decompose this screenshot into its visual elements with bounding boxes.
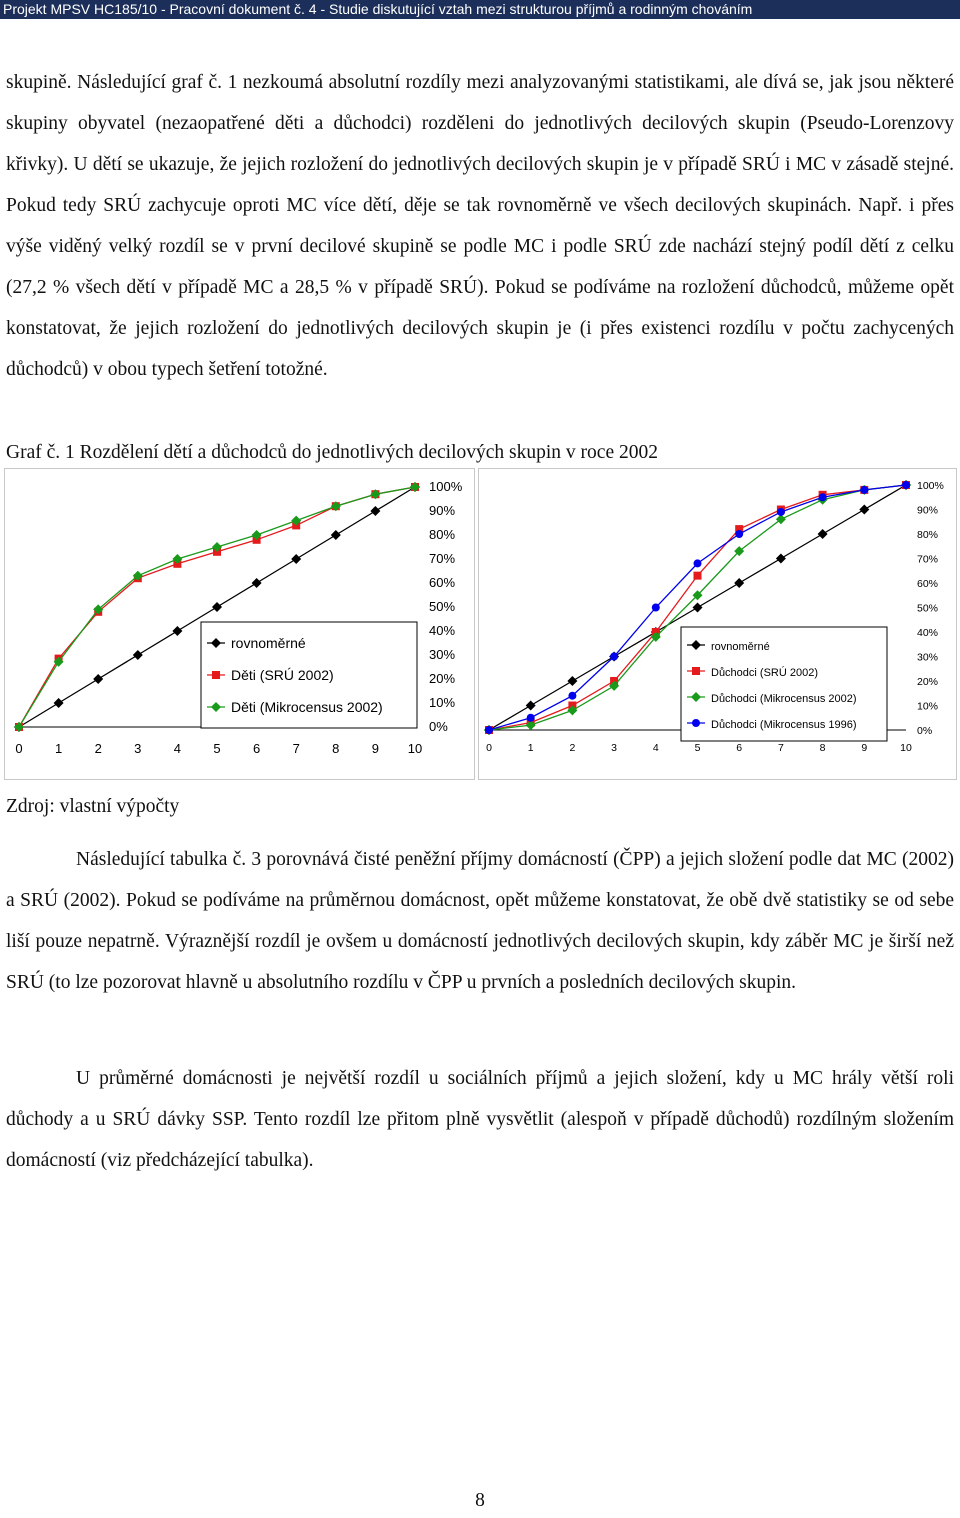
data-point <box>776 554 786 564</box>
x-tick-label: 1 <box>527 742 534 754</box>
chart-children-svg <box>5 469 474 779</box>
y-tick-label: 40% <box>429 623 456 638</box>
data-point <box>694 559 702 567</box>
data-point <box>172 626 182 636</box>
x-tick-label: 6 <box>736 742 743 754</box>
data-point <box>694 572 702 580</box>
y-tick-label: 40% <box>917 627 939 639</box>
x-tick-label: 7 <box>292 741 300 756</box>
legend-marker <box>692 667 700 675</box>
x-tick-label: 7 <box>777 742 784 754</box>
legend-label: Důchodci (Mikrocensus 2002) <box>711 693 857 705</box>
data-point <box>54 698 64 708</box>
legend-label: Děti (SRÚ 2002) <box>231 667 334 683</box>
legend-marker <box>212 671 220 679</box>
chart-pensioners <box>478 468 957 780</box>
x-tick-label: 2 <box>569 742 576 754</box>
data-point <box>568 692 576 700</box>
legend-label: rovnoměrné <box>231 635 306 651</box>
data-point <box>734 578 744 588</box>
x-tick-label: 8 <box>332 741 340 756</box>
data-point <box>819 493 827 501</box>
data-point <box>331 530 341 540</box>
x-tick-label: 5 <box>213 741 221 756</box>
x-tick-label: 8 <box>819 742 826 754</box>
y-tick-label: 20% <box>917 676 939 688</box>
data-point <box>652 604 660 612</box>
x-tick-label: 1 <box>54 741 63 756</box>
data-point <box>777 508 785 516</box>
y-tick-label: 50% <box>429 599 456 614</box>
y-tick-label: 60% <box>917 578 939 590</box>
y-tick-label: 60% <box>429 575 456 590</box>
y-tick-label: 100% <box>917 480 944 492</box>
x-tick-label: 4 <box>652 742 659 754</box>
chart-children <box>4 468 475 780</box>
data-point <box>735 530 743 538</box>
y-tick-label: 50% <box>917 602 939 615</box>
x-tick-label: 3 <box>134 741 142 756</box>
y-tick-label: 0% <box>429 719 448 734</box>
data-point <box>567 676 577 686</box>
data-point <box>133 650 143 660</box>
x-tick-label: 0 <box>15 741 23 756</box>
y-tick-label: 10% <box>917 700 939 713</box>
y-tick-label: 30% <box>917 651 939 664</box>
data-point <box>370 506 380 516</box>
y-tick-label: 90% <box>429 503 456 518</box>
data-point <box>818 529 828 539</box>
x-tick-label: 3 <box>611 742 618 754</box>
x-tick-label: 9 <box>861 742 868 754</box>
y-tick-label: 30% <box>429 647 456 662</box>
x-tick-label: 10 <box>900 742 912 754</box>
y-tick-label: 70% <box>429 551 456 566</box>
x-tick-label: 9 <box>371 741 380 756</box>
x-tick-label: 5 <box>694 742 701 754</box>
page-number: 8 <box>475 1490 485 1511</box>
data-point <box>526 701 536 711</box>
data-point <box>485 726 493 734</box>
x-tick-label: 10 <box>407 741 423 756</box>
y-tick-label: 10% <box>429 695 456 710</box>
legend-label: Děti (Mikrocensus 2002) <box>231 699 383 715</box>
legend-label: Důchodci (Mikrocensus 1996) <box>711 719 857 731</box>
y-tick-label: 70% <box>917 553 939 566</box>
data-point <box>93 674 103 684</box>
data-point <box>212 602 222 612</box>
source-note: Zdroj: vlastní výpočty <box>6 796 180 817</box>
legend-label: rovnoměrné <box>711 641 770 653</box>
y-tick-label: 80% <box>917 529 939 541</box>
data-point <box>527 714 535 722</box>
x-tick-label: 2 <box>94 741 102 756</box>
legend-label: Důchodci (SRÚ 2002) <box>711 667 818 679</box>
chart-caption: Graf č. 1 Rozdělení dětí a důchodců do jednotlivých decilových skupin v roce 2002 <box>6 442 658 463</box>
y-tick-label: 20% <box>429 671 456 686</box>
y-tick-label: 100% <box>429 479 463 494</box>
paragraph-table-intro: Následující tabulka č. 3 porovnává čisté peněžní příjmy domácností (ČPP) a jejich složení podle dat MC (2002) a SRÚ (2002). Pokud se podíváme na průměrnou domácnost, opět můžeme konstatovat, že obě dvě statistiky se od sebe liší pouze nepatrně. Výraznější rozdíl je ovšem u domácností jednotlivých decilových skupin, kdy záběr MC je širší než SRÚ (to lze pozorovat hlavně u absolutního rozdílu v ČPP u prvních a posledních decilových skupin. <box>6 849 954 993</box>
paragraph-average-household: U průměrné domácnosti je největší rozdíl u sociálních příjmů a jejich složení, kdy u MC hrály větší roli důchody a u SRÚ dávky SSP. Tento rozdíl lze přitom plně vysvětlit (alespoň v případě důchodů) rozdílným složením domácností (viz předcházející tabulka). <box>6 1068 954 1171</box>
y-tick-label: 90% <box>917 504 939 517</box>
data-point <box>610 653 618 661</box>
y-tick-label: 0% <box>917 725 933 737</box>
data-point <box>860 486 868 494</box>
chart-pensioners-svg <box>479 469 956 779</box>
x-tick-label: 0 <box>486 742 492 754</box>
data-point <box>859 505 869 515</box>
paragraph-intro: skupině. Následující graf č. 1 nezkoumá absolutní rozdíly mezi analyzovanými statistikami, ale dívá se, jak jsou některé skupiny obyvatel (nezaopatřené děti a důchodci) rozděleni do jednotlivých decilových skupin (Pseudo-Lorenzovy křivky). U dětí se ukazuje, že jejich rozložení do jednotlivých decilových skupin je v případě SRÚ i MC v zásadě stejné. Pokud tedy SRÚ zachycuje oproti MC více dětí, děje se tak rovnoměrně ve všech decilových skupinách. Např. i přes výše viděný velký rozdíl se v první decilové skupině se podle MC i podle SRÚ zde nachází stejný podíl dětí z celku (27,2 % všech dětí v případě MC a 28,5 % v případě SRÚ). Pokud se podíváme na rozložení důchodců, můžeme opět konstatovat, že jejich rozložení do jednotlivých decilových skupin je (i přes existenci rozdílu v počtu zachycených důchodců) v obou typech šetření totožné. <box>6 72 954 380</box>
x-tick-label: 6 <box>252 741 261 756</box>
x-tick-label: 4 <box>173 741 182 756</box>
legend-marker <box>692 719 700 727</box>
y-tick-label: 80% <box>429 527 456 542</box>
document-header: Projekt MPSV HC185/10 - Pracovní dokument č. 4 - Studie diskutující vztah mezi strukturou příjmů a rodinným chováním <box>0 0 960 19</box>
data-point <box>252 578 262 588</box>
data-point <box>902 481 910 489</box>
data-point <box>291 554 301 564</box>
data-point <box>693 603 703 613</box>
